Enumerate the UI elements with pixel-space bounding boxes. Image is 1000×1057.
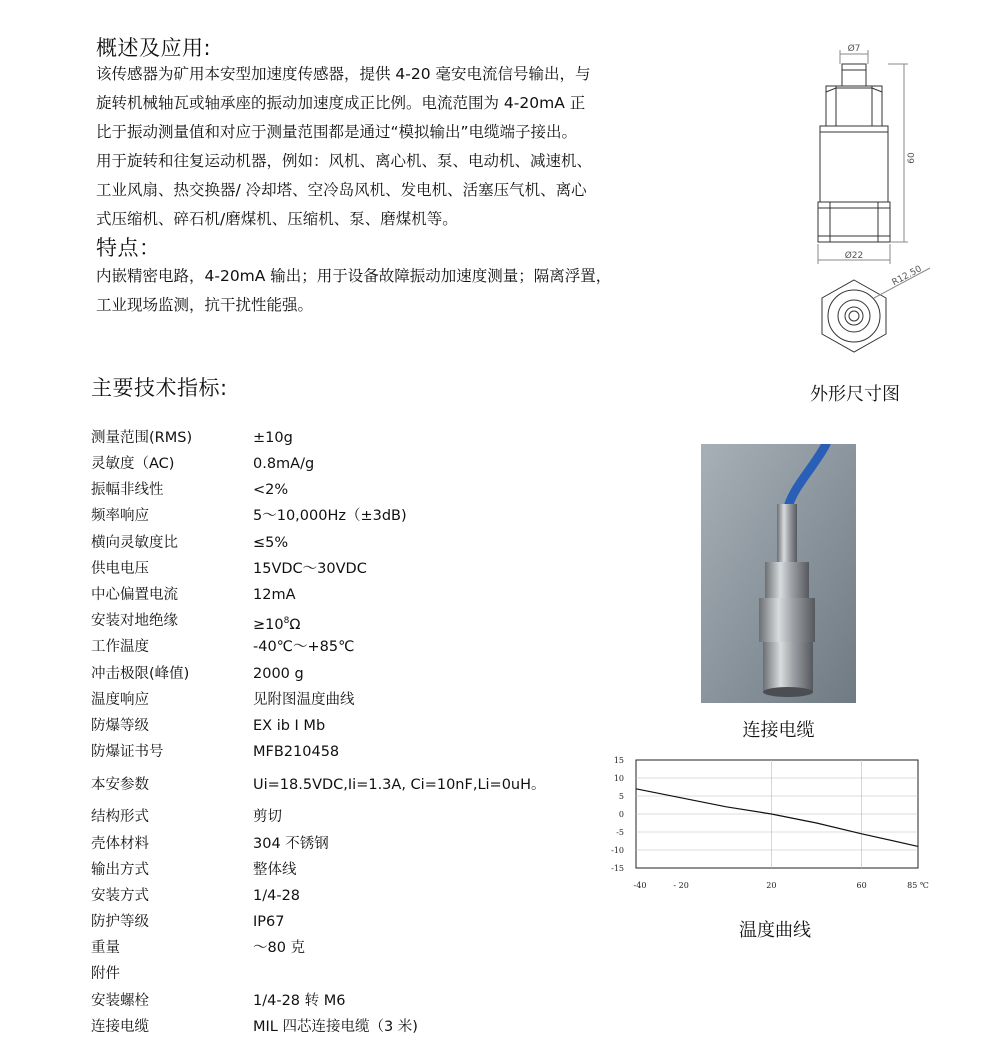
spec-value: 1/4-28 (253, 888, 301, 904)
spec-value: EX ib I Mb (253, 718, 326, 734)
dim-top-label: Ø7 (847, 44, 861, 54)
spec-value: 0.8mA/g (253, 456, 315, 472)
overview-line: 该传感器为矿用本安型加速度传感器，提供 4-20 毫安电流信号输出，与 (96, 65, 591, 83)
overview-paragraph (96, 60, 676, 234)
spec-value: MIL 四芯连接电缆（3 米) (253, 1019, 418, 1035)
spec-label: 防护等级 (91, 914, 149, 930)
spec-label: 防爆等级 (91, 718, 149, 734)
chart-y-tick-label: 0 (618, 810, 624, 819)
spec-value: IP67 (253, 914, 285, 930)
chart-x-tick-label: 60 (856, 881, 867, 890)
spec-value: 304 不锈钢 (253, 836, 329, 852)
spec-label: 安装螺栓 (91, 993, 149, 1009)
spec-label: 中心偏置电流 (91, 587, 178, 603)
features-title: 特点： (96, 236, 161, 260)
spec-value: 剪切 (253, 809, 282, 825)
spec-value: MFB210458 (253, 744, 340, 760)
dimension-drawing (790, 40, 940, 360)
spec-label: 振幅非线性 (91, 482, 164, 498)
spec-label: 供电电压 (91, 561, 149, 577)
spec-label: 本安参数 (91, 777, 149, 793)
spec-value: <2% (253, 482, 289, 498)
chart-y-tick-label: 10 (613, 774, 624, 783)
chart-caption: 温度曲线 (739, 920, 811, 941)
spec-label: 输出方式 (91, 862, 149, 878)
overview-line: 比于振动测量值和对应于测量范围都是通过“模拟输出”电缆端子接出。 (96, 123, 578, 141)
spec-label: 频率响应 (91, 508, 149, 524)
insulation-exponent: 8 (283, 616, 290, 626)
spec-label: 防爆证书号 (91, 744, 164, 760)
spec-value: Ui=18.5VDC,Ii=1.3A, Ci=10nF,Li=0uH。 (253, 777, 546, 793)
chart-x-tick-label: 20 (766, 881, 777, 890)
spec-label: 附件 (91, 966, 120, 982)
spec-value: 2000 g (253, 666, 304, 682)
overview-line: 用于旋转和往复运动机器，例如：风机、离心机、泵、电动机、减速机、 (96, 152, 593, 170)
overview-title: 概述及应用: (96, 36, 212, 60)
spec-label: 工作温度 (91, 639, 149, 655)
features-line: 内嵌精密电路，4-20mA 输出；用于设备故障振动加速度测量；隔离浮置， (96, 267, 612, 285)
overview-line: 工业风扇、热交换器/ 冷却塔、空冷岛风机、发电机、活塞压气机、离心 (96, 181, 587, 199)
drawing-caption: 外形尺寸图 (810, 384, 900, 405)
spec-value: 1/4-28 转 M6 (253, 993, 346, 1009)
spec-value: 5～10,000Hz（±3dB) (253, 508, 407, 524)
dim-bottom-label: Ø22 (844, 251, 864, 261)
chart-y-tick-label: -10 (611, 846, 624, 855)
chart-series-line (636, 789, 918, 847)
spec-label: 温度响应 (91, 692, 149, 708)
spec-value: ≤5% (253, 535, 289, 551)
features-paragraph (96, 262, 676, 320)
chart-y-tick-label: 15 (613, 756, 624, 765)
spec-value: ±10g (253, 430, 293, 446)
spec-label: 重量 (91, 940, 120, 956)
spec-label: 连接电缆 (91, 1019, 149, 1035)
sensor-photo-illustration (701, 444, 856, 703)
spec-label: 安装方式 (91, 888, 149, 904)
chart-x-tick-label: 85 ℃ (907, 881, 929, 890)
spec-label: 安装对地绝缘 (91, 613, 178, 629)
spec-label: 结构形式 (91, 809, 149, 825)
features-line: 工业现场监测，抗干扰性能强。 (96, 296, 314, 314)
spec-value: 见附图温度曲线 (253, 692, 355, 708)
spec-value: ～80 克 (253, 940, 306, 956)
chart-x-tick-label: - 20 (673, 881, 689, 890)
spec-label: 冲击极限(峰值) (91, 666, 190, 682)
temperature-chart (598, 748, 938, 908)
spec-label: 灵敏度（AC) (91, 456, 175, 472)
spec-label: 测量范围(RMS) (91, 430, 193, 446)
chart-y-tick-label: 5 (618, 792, 624, 801)
spec-value: 12mA (253, 587, 296, 603)
overview-line: 式压缩机、碎石机/磨煤机、压缩机、泵、磨煤机等。 (96, 210, 458, 228)
insulation-base: ≥10 (253, 616, 284, 633)
spec-label: 壳体材料 (91, 836, 149, 852)
specs-title: 主要技术指标: (91, 376, 228, 400)
spec-label: 横向灵敏度比 (91, 535, 178, 551)
spec-value: 15VDC～30VDC (253, 561, 367, 577)
chart-x-tick-label: -40 (633, 881, 647, 890)
overview-line: 旋转机械轴瓦或轴承座的振动加速度成正比例。电流范围为 4-20mA 正 (96, 94, 586, 112)
spec-value: -40℃～+85℃ (253, 639, 355, 655)
photo-caption: 连接电缆 (742, 720, 815, 741)
product-photo (701, 444, 856, 703)
chart-y-tick-label: -5 (616, 828, 624, 837)
spec-value: 整体线 (253, 862, 297, 878)
insulation-unit: Ω (289, 616, 301, 633)
dim-height-label: 60 (907, 152, 917, 164)
spec-value-insulation (253, 611, 300, 635)
dim-hex-label: R12.50 (890, 264, 924, 289)
chart-y-tick-label: -15 (611, 864, 624, 873)
